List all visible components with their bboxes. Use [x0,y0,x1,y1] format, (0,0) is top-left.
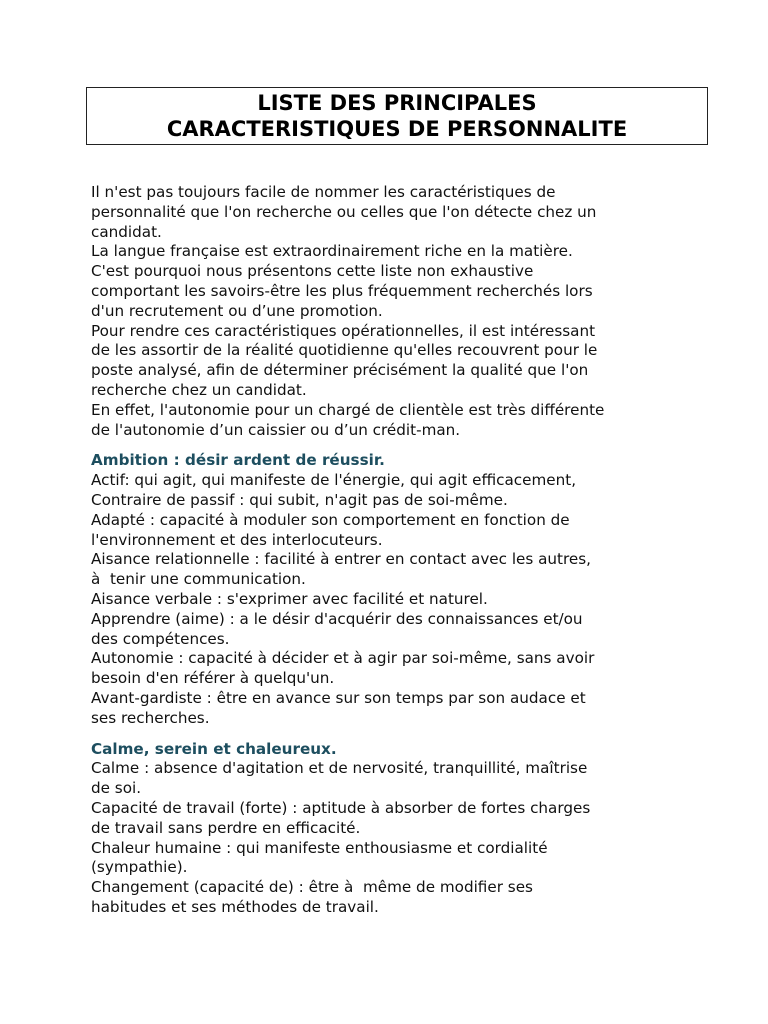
intro-paragraph [91,183,711,440]
definition-line: de travail sans perdre en efficacité. [91,818,361,837]
definition-line: des compétences. [91,629,230,648]
definition-line: Calme : absence d'agitation et de nervosité, tranquillité, maîtrise [91,759,588,778]
intro-line: La langue française est extraordinairement riche en la matière. [91,242,573,261]
section-heading: Ambition : désir ardent de réussir. [91,451,385,470]
definition-line: (sympathie). [91,858,188,877]
definition-line: Chaleur humaine : qui manifeste enthousiasme et cordialité [91,838,548,857]
intro-line: personnalité que l'on recherche ou celles que l'on détecte chez un [91,202,597,221]
definition-line: de soi. [91,779,142,798]
definition-line: besoin d'en référer à quelqu'un. [91,669,335,688]
definition-line: ses recherches. [91,708,210,727]
intro-line: de l'autonomie d’un caissier ou d’un crédit-man. [91,420,461,439]
intro-line: candidat. [91,222,162,241]
intro-line: Pour rendre ces caractéristiques opérationnelles, il est intéressant [91,321,596,340]
section-spacer [91,440,711,451]
intro-line: recherche chez un candidat. [91,380,307,399]
definition-line: Avant-gardiste : être en avance sur son temps par son audace et [91,688,586,707]
intro-line: d'un recrutement ou d’une promotion. [91,301,383,320]
definition-line: Contraire de passif : qui subit, n'agit pas de soi-même. [91,490,508,509]
intro-line: poste analysé, afin de déterminer précisément la qualité que l'on [91,361,589,380]
section-ambition [91,451,711,728]
definition-line: Autonomie : capacité à décider et à agir par soi-même, sans avoir [91,649,595,668]
definition-line: Changement (capacité de) : être à même de modifier ses [91,878,533,897]
definition-line: Aisance relationnelle : facilité à entrer en contact avec les autres, [91,550,592,569]
section-calme [91,740,711,918]
definition-line: habitudes et ses méthodes de travail. [91,897,379,916]
definition-line: Actif: qui agit, qui manifeste de l'énergie, qui agit efficacement, [91,471,577,490]
title-line-1: LISTE DES PRINCIPALES [257,91,537,115]
document-body [91,183,711,918]
section-spacer [91,729,711,740]
intro-line: comportant les savoirs-être les plus fréquemment recherchés lors [91,281,593,300]
definition-line: l'environnement et des interlocuteurs. [91,530,383,549]
intro-line: En effet, l'autonomie pour un chargé de clientèle est très différente [91,400,605,419]
intro-line: de les assortir de la réalité quotidienne qu'elles recouvrent pour le [91,341,598,360]
definition-line: à tenir une communication. [91,570,306,589]
intro-line: Il n'est pas toujours facile de nommer les caractéristiques de [91,183,556,201]
definition-line: Adapté : capacité à moduler son comportement en fonction de [91,510,570,529]
title-line-2: CARACTERISTIQUES DE PERSONNALITE [166,117,628,141]
title-box [86,87,708,145]
definition-line: Aisance verbale : s'exprimer avec facilité et naturel. [91,589,488,608]
intro-line: C'est pourquoi nous présentons cette liste non exhaustive [91,262,534,281]
definition-line: Apprendre (aime) : a le désir d'acquérir des connaissances et/ou [91,609,583,628]
definition-line: Capacité de travail (forte) : aptitude à absorber de fortes charges [91,798,591,817]
section-heading: Calme, serein et chaleureux. [91,739,337,758]
